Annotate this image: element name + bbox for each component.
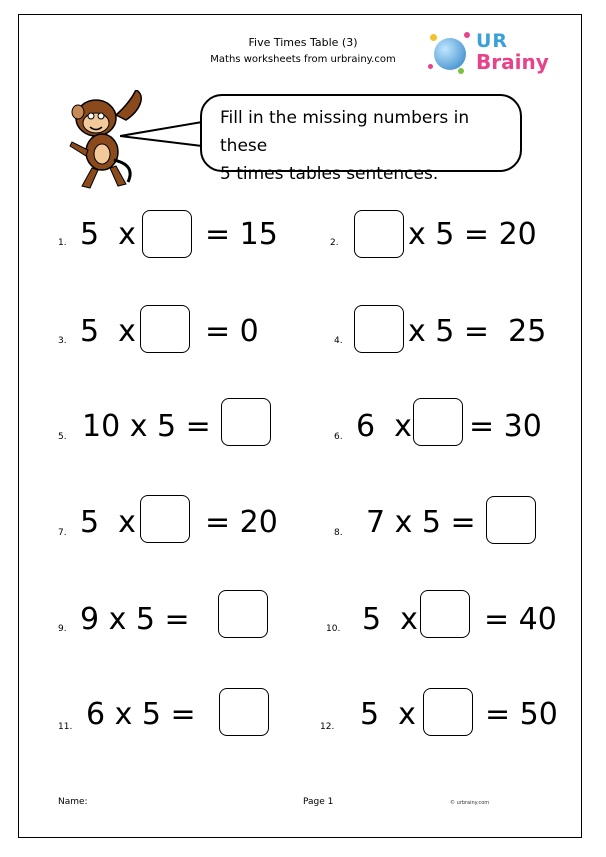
question-text-after: x 5 = 20 [408, 217, 537, 252]
answer-box[interactable] [354, 305, 404, 353]
question-text-before: 5 x [360, 697, 416, 732]
question-text-before: 5 x [362, 602, 418, 637]
page-number: Page 1 [303, 797, 334, 807]
question-number: 10. [326, 624, 341, 634]
instruction-line-2: 5 times tables sentences. [220, 164, 439, 184]
question-text-after: = 40 [484, 602, 557, 637]
question-text-before: 10 x 5 = [82, 409, 211, 444]
answer-box[interactable] [219, 688, 269, 736]
answer-box[interactable] [423, 688, 473, 736]
question-text-before: 5 x [80, 505, 136, 540]
answer-box[interactable] [140, 495, 190, 543]
urbrainy-logo [428, 28, 558, 78]
answer-box[interactable] [142, 210, 192, 258]
question-text-after: x 5 = 25 [408, 314, 547, 349]
question-number: 7. [58, 528, 67, 538]
question-text-before: 5 x [80, 314, 136, 349]
question-number: 9. [58, 624, 67, 634]
question-number: 3. [58, 336, 67, 346]
answer-box[interactable] [140, 305, 190, 353]
worksheet-title: Five Times Table (3) [248, 36, 358, 49]
answer-box[interactable] [420, 590, 470, 638]
question-text-after: = 20 [205, 505, 278, 540]
question-text-before: 5 x [80, 217, 136, 252]
question-text-before: 7 x 5 = [366, 505, 476, 540]
question-number: 11. [58, 722, 73, 732]
question-number: 12. [320, 722, 335, 732]
answer-box[interactable] [221, 398, 271, 446]
answer-box[interactable] [413, 398, 463, 446]
question-text-after: = 15 [205, 217, 278, 252]
question-text-before: 6 x [356, 409, 412, 444]
answer-box[interactable] [486, 496, 536, 544]
answer-box[interactable] [218, 590, 268, 638]
instruction-line-1: Fill in the missing numbers in these [220, 108, 470, 156]
question-text-after: = 0 [205, 314, 259, 349]
logo-word-brainy: Brainy [476, 50, 549, 74]
speech-bubble-tail [120, 118, 210, 158]
name-label: Name: [58, 797, 88, 807]
question-number: 1. [58, 238, 67, 248]
instruction-speech-bubble [200, 94, 522, 184]
answer-box[interactable] [354, 210, 404, 258]
question-number: 4. [334, 336, 343, 346]
globe-icon [434, 38, 466, 70]
question-text-before: 6 x 5 = [86, 697, 196, 732]
worksheet-subtitle: Maths worksheets from urbrainy.com [210, 54, 396, 65]
question-number: 5. [58, 432, 67, 442]
question-number: 2. [330, 238, 339, 248]
question-text-after: = 50 [485, 697, 558, 732]
question-text-after: = 30 [469, 409, 542, 444]
question-number: 6. [334, 432, 343, 442]
copyright-text: © urbrainy.com [450, 800, 490, 806]
logo-word-ur: UR [476, 30, 509, 52]
question-number: 8. [334, 528, 343, 538]
question-text-before: 9 x 5 = [80, 602, 190, 637]
